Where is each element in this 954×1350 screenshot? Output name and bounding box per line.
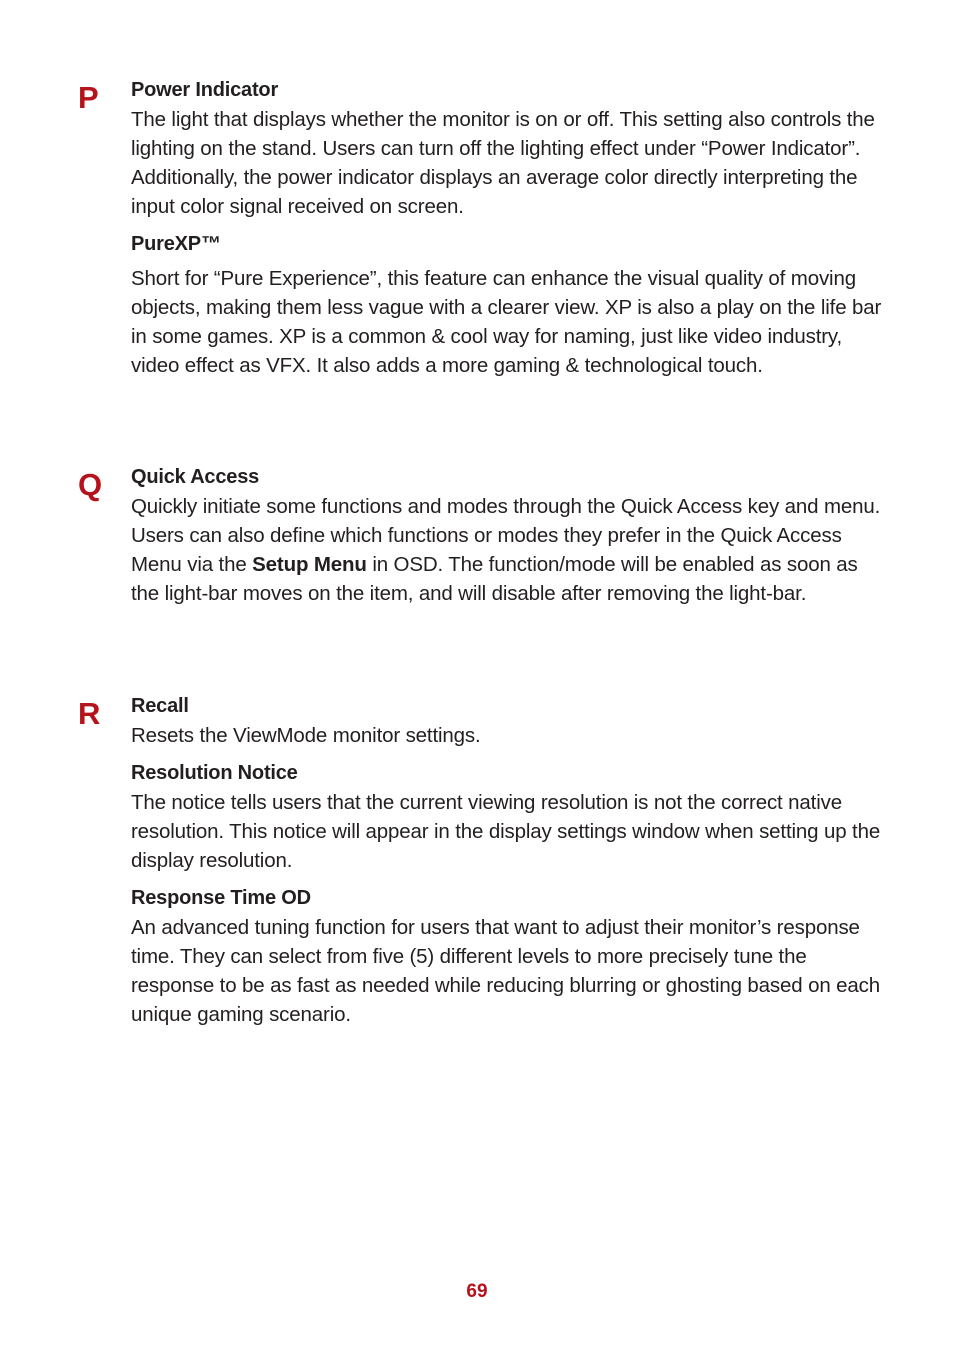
description-resolution-notice: The notice tells users that the current viewing resolution is not the correct native resolution. This notice will appear in the display settings window when setting up the display resolution. (131, 791, 881, 872)
page-number: 69 (466, 1281, 488, 1302)
description-purexp: Short for “Pure Experience”, this feature can enhance the visual quality of moving objects, making them less vague with a clearer view. XP is also a play on the life bar in some games. XP is a common & cool way for naming, just like video industry, video effect as VFX. It also adds a more gaming & technological touch. (131, 267, 882, 377)
term-power-indicator: Power Indicator (131, 79, 279, 101)
section-letter-p: P (78, 80, 99, 115)
description-recall: Resets the ViewMode monitor settings. (131, 724, 481, 747)
section-entries-q (131, 463, 891, 608)
description-quick-access-part-1: Quickly initiate some functions and modes through the Quick Access key and menu. Users can also define which functions or modes they prefer in the Quick Access Menu via the (131, 495, 881, 576)
description-quick-access-part-2: in OSD. The function/mode will be enabled as soon as the light-bar moves on the item, and will disable after removing the light-bar. (131, 553, 858, 605)
glossary-entry-response-time-od (131, 884, 891, 1029)
setup-menu-emphasis: Setup Menu (252, 553, 367, 576)
term-response-time-od: Response Time OD (131, 887, 311, 909)
section-letter-r: R (78, 696, 101, 731)
glossary-entry-recall (131, 692, 891, 750)
term-resolution-notice: Resolution Notice (131, 762, 298, 784)
section-letter-q: Q (78, 467, 103, 502)
glossary-entry-quick-access (131, 463, 891, 608)
glossary-entry-purexp (131, 230, 891, 380)
term-quick-access: Quick Access (131, 466, 260, 488)
glossary-entry-resolution-notice (131, 759, 891, 875)
section-entries-r (131, 692, 891, 1029)
section-entries-p (131, 76, 891, 380)
description-power-indicator: The light that displays whether the monitor is on or off. This setting also controls the lighting on the stand. Users can turn off the lighting effect under “Power Indicator”. Additionally, the power indicator displays an average color directly interpreting the input color signal received on screen. (131, 108, 875, 218)
description-quick-access (131, 492, 891, 608)
term-purexp: PureXP™ (131, 233, 221, 255)
glossary-entry-power-indicator (131, 76, 891, 221)
description-response-time-od: An advanced tuning function for users that want to adjust their monitor’s response time. They can select from five (5) different levels to more precisely tune the response to be as fast as needed while reducing blurring or ghosting based on each unique gaming scenario. (131, 916, 880, 1026)
term-recall: Recall (131, 695, 189, 717)
